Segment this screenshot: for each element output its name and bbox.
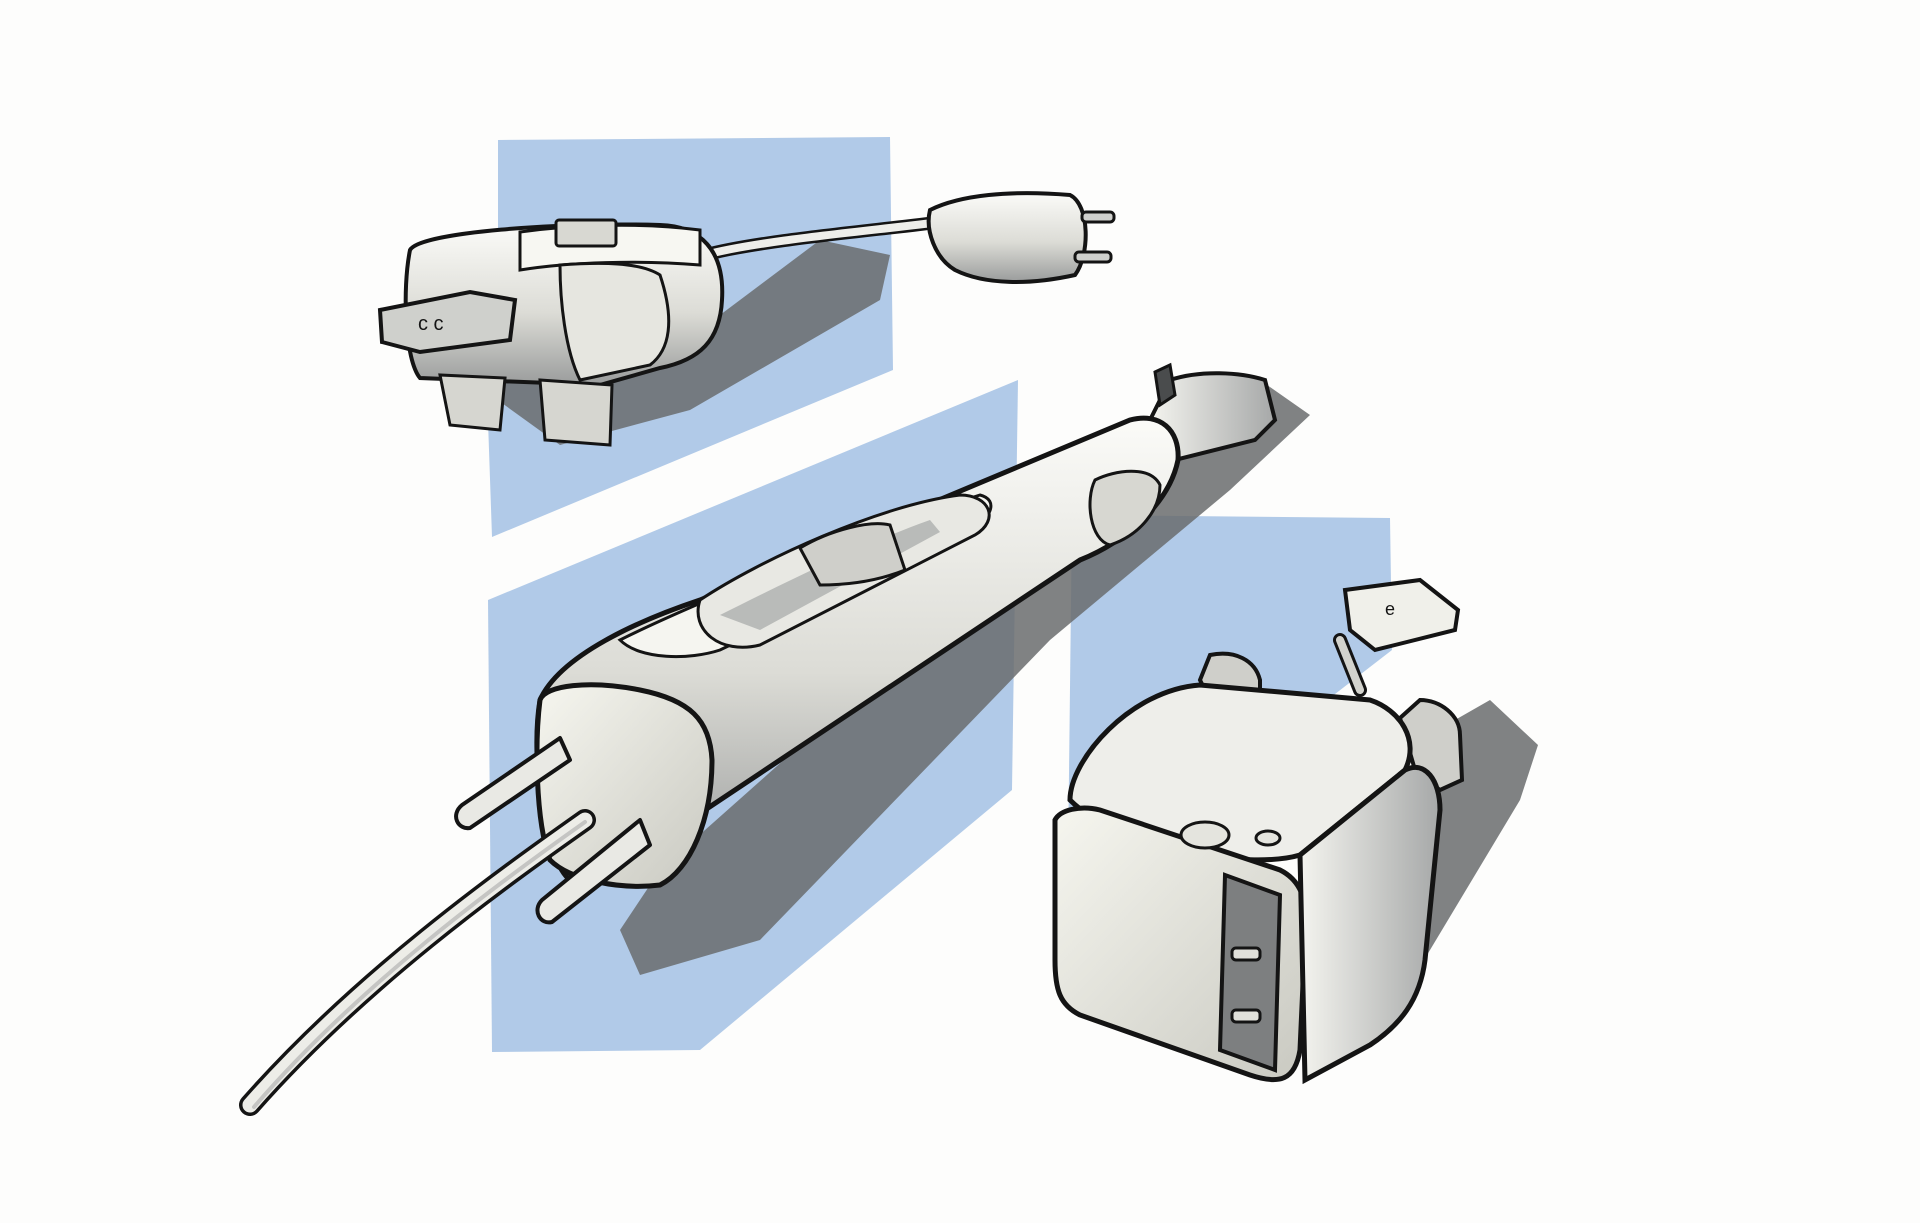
cube-adapter-led-small xyxy=(1256,831,1280,845)
usb-charger-plug-prong-top xyxy=(1082,212,1114,222)
usb-connector xyxy=(380,292,515,352)
usb-charger-foot-right xyxy=(540,380,612,445)
cube-adapter-prong-channel xyxy=(1220,875,1280,1070)
usb-charger-foot-left xyxy=(440,375,505,430)
cube-adapter-connector-marking: e xyxy=(1385,599,1396,619)
usb-charger-plug xyxy=(929,193,1086,282)
usb-connector-marking: c c xyxy=(418,313,444,335)
cube-adapter-prong-upper xyxy=(1232,948,1260,960)
cube-adapter-connector xyxy=(1345,580,1458,650)
cube-adapter-prong-lower xyxy=(1232,1010,1260,1022)
usb-charger-plug-prong-bottom xyxy=(1075,252,1111,262)
usb-charger-front-face xyxy=(560,263,669,380)
usb-charger-slider-button xyxy=(556,220,616,246)
cube-adapter-led xyxy=(1181,822,1229,848)
